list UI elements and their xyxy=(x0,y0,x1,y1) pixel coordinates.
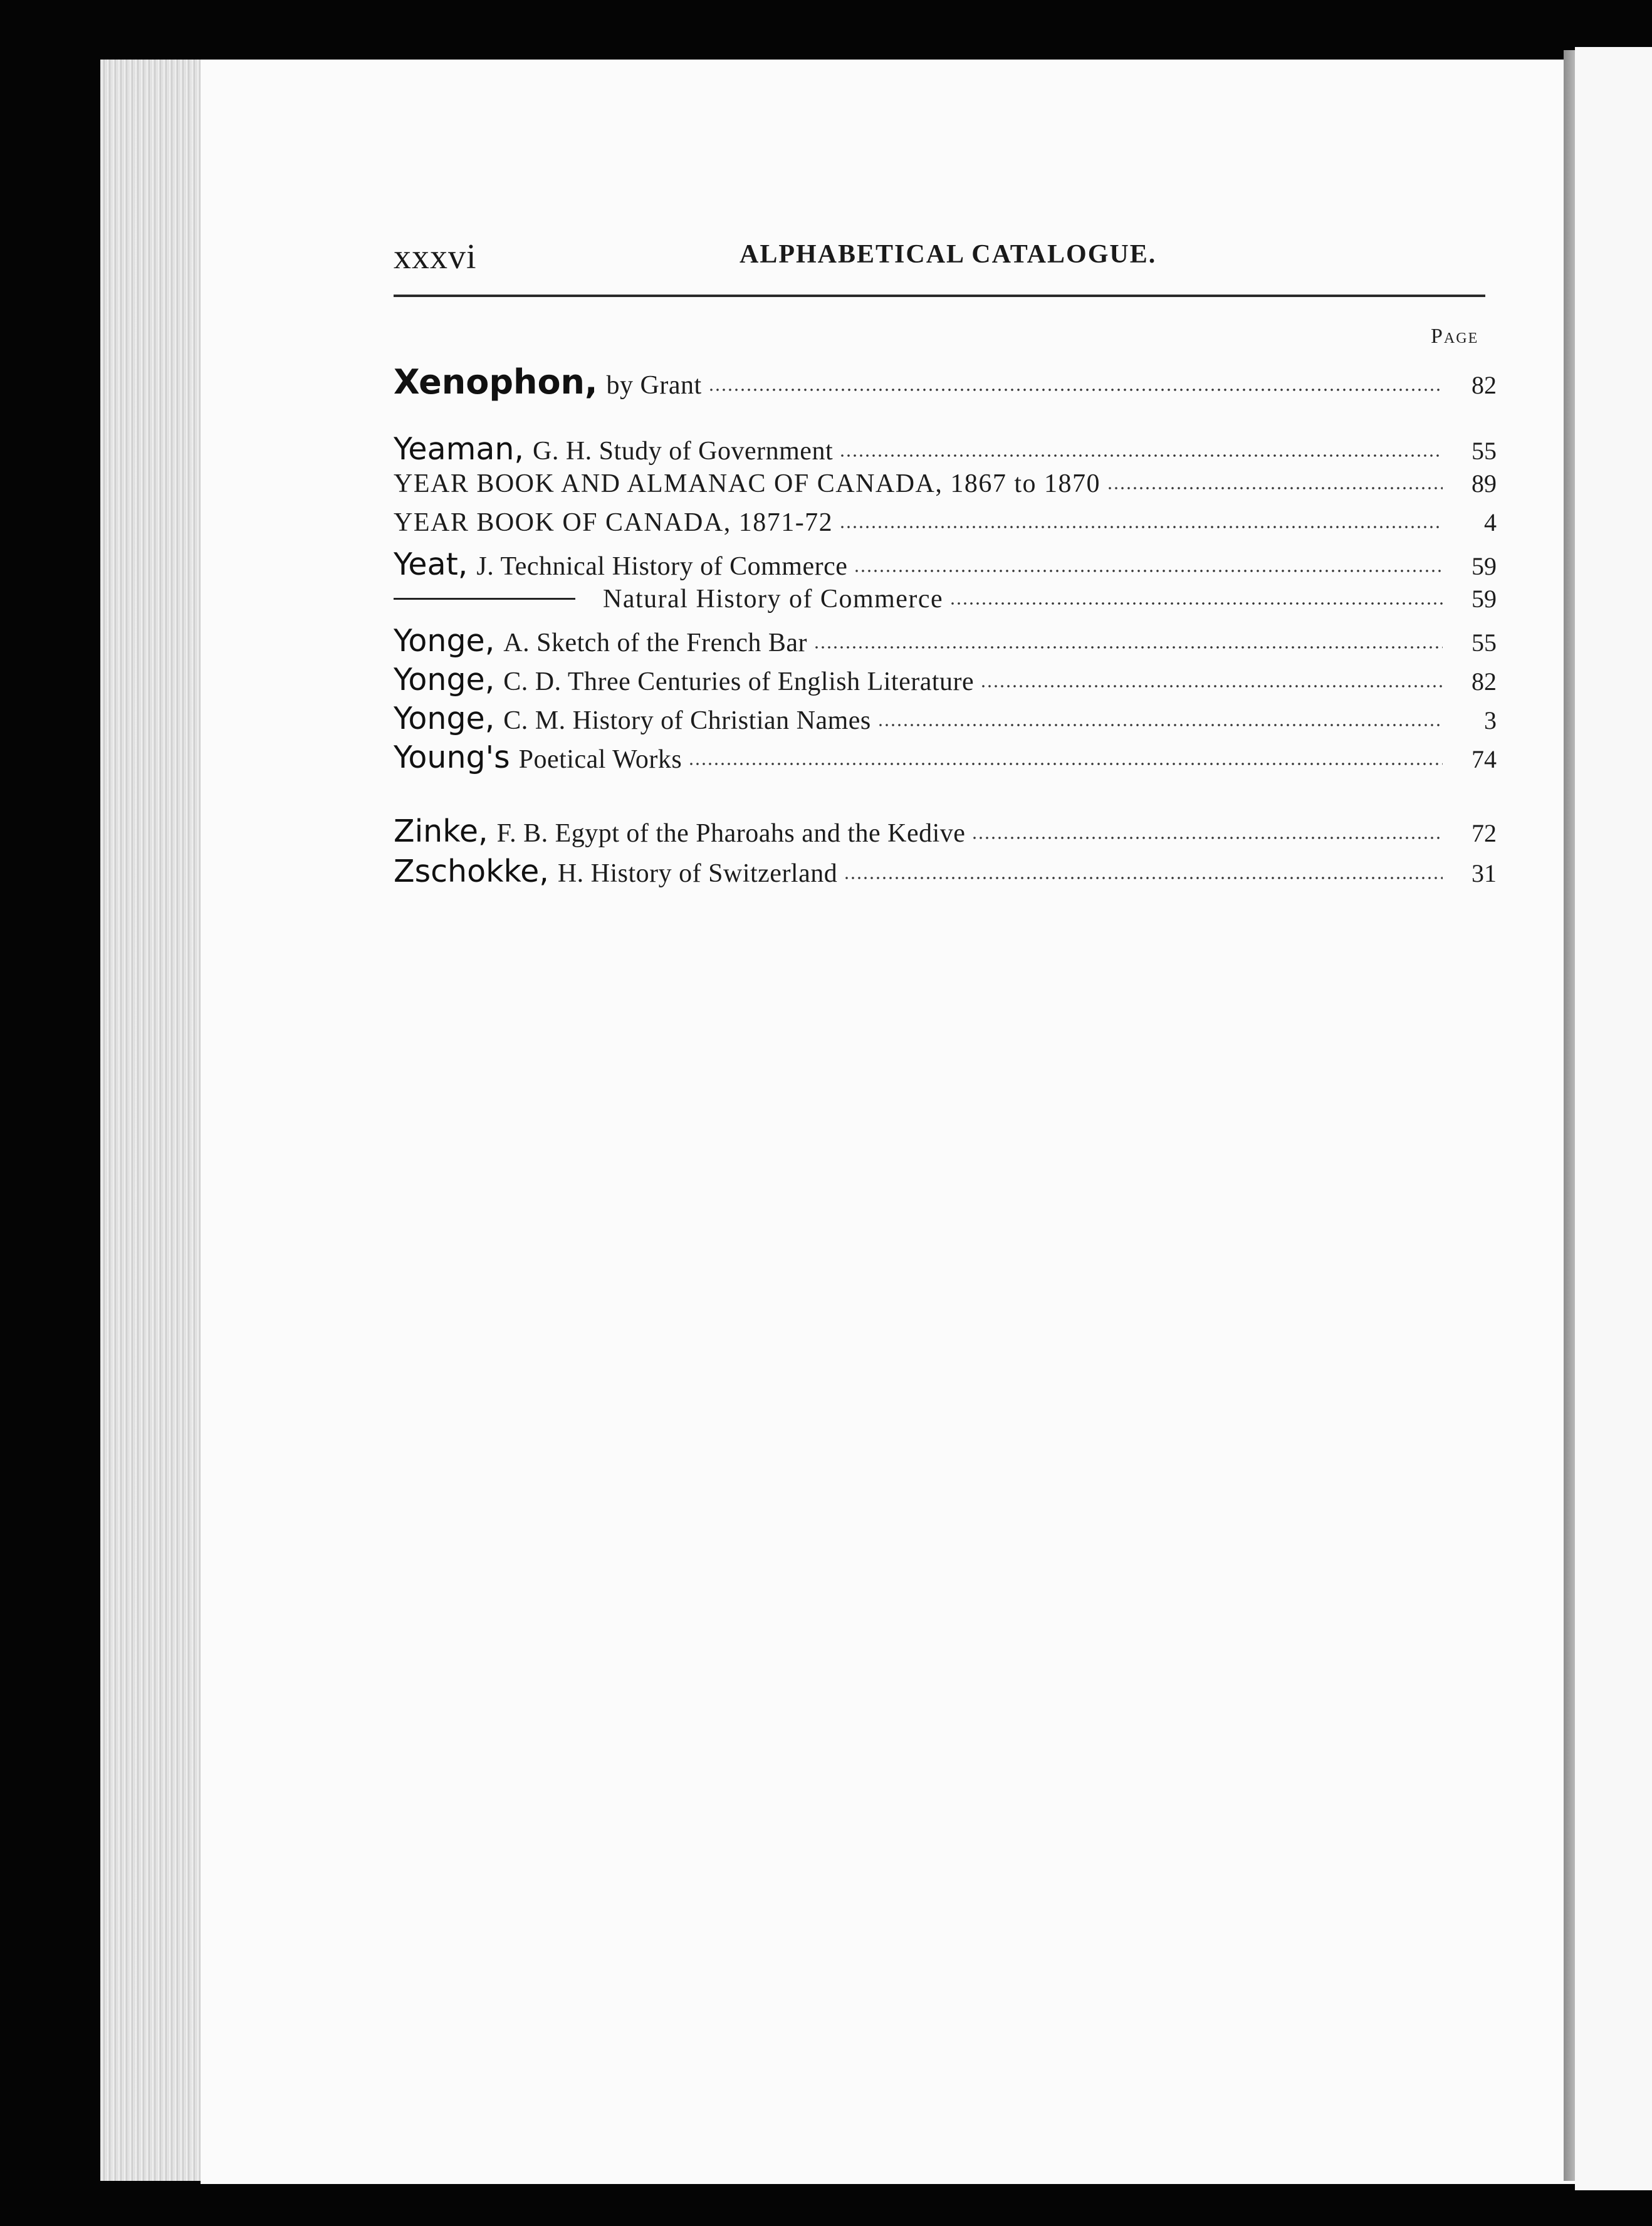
entry-page-number: 89 xyxy=(1472,469,1497,498)
ditto-dash xyxy=(394,598,575,600)
catalogue-entry-yeaman xyxy=(394,431,1497,470)
entry-author: Young's xyxy=(394,739,510,775)
entry-page-number: 3 xyxy=(1484,706,1497,734)
dot-leader xyxy=(839,526,1443,528)
entry-author: Zinke, xyxy=(394,813,488,849)
dot-leader xyxy=(877,724,1443,726)
entry-title: F. B. Egypt of the Pharoahs and the Kedive xyxy=(496,819,966,848)
entry-page-number: 4 xyxy=(1484,508,1497,536)
entry-title: by Grant xyxy=(606,371,702,400)
book-page-edges xyxy=(100,60,213,2181)
entry-title: G. H. Study of Government xyxy=(533,437,834,466)
header-rule xyxy=(394,295,1485,297)
entry-title: A. Sketch of the French Bar xyxy=(503,629,808,657)
catalogue-entry-zinke xyxy=(394,813,1497,852)
facing-page-edge xyxy=(1575,47,1652,2190)
entry-author: Yeat, xyxy=(394,546,468,582)
entry-author: Xenophon, xyxy=(394,362,598,402)
catalogue-entry-yeat xyxy=(394,546,1497,585)
catalogue-entry-zschokke xyxy=(394,854,1497,892)
entry-page-number: 55 xyxy=(1472,629,1497,657)
dot-leader xyxy=(949,602,1443,605)
entry-title: YEAR BOOK AND ALMANAC OF CANADA, 1867 to 1870 xyxy=(394,469,1101,498)
dot-leader xyxy=(844,877,1443,879)
entry-author: Zschokke, xyxy=(394,854,549,889)
catalogue-entry-yonge-cd xyxy=(394,662,1497,701)
page-number: xxxvi xyxy=(394,238,477,276)
catalogue-entry-yonge-cm xyxy=(394,701,1497,739)
entry-title: J. Technical History of Commerce xyxy=(476,552,848,581)
entry-title: Natural History of Commerce xyxy=(603,585,944,614)
catalogue-entry-young xyxy=(394,739,1497,778)
entry-page-number: 31 xyxy=(1472,859,1497,887)
dot-leader xyxy=(708,389,1443,391)
dot-leader xyxy=(971,837,1443,839)
entry-page-number: 74 xyxy=(1472,745,1497,773)
catalogue-entry-year-book-almanac xyxy=(394,469,1497,508)
catalogue-entry-yeat-continued xyxy=(394,584,1497,623)
entry-page-number: 72 xyxy=(1472,819,1497,847)
dot-leader xyxy=(839,454,1443,457)
entry-page-number: 59 xyxy=(1472,585,1497,613)
entry-author: Yonge, xyxy=(394,701,495,736)
page-title: ALPHABETICAL CATALOGUE. xyxy=(740,240,1157,269)
catalogue-entry-year-book-canada xyxy=(394,508,1497,546)
page-column-label: Page xyxy=(1431,325,1479,348)
entry-page-number: 55 xyxy=(1472,437,1497,465)
entry-author: Yonge, xyxy=(394,662,495,698)
entry-author: Yeaman, xyxy=(394,431,524,467)
dot-leader xyxy=(980,685,1443,687)
entry-page-number: 82 xyxy=(1472,667,1497,696)
entry-author: Yonge, xyxy=(394,623,495,659)
entry-title: C. D. Three Centuries of English Literature xyxy=(503,667,975,696)
entry-page-number: 82 xyxy=(1472,371,1497,399)
dot-leader xyxy=(688,763,1443,765)
entry-title: H. History of Switzerland xyxy=(557,859,838,888)
entry-title: Poetical Works xyxy=(518,745,682,774)
entry-page-number: 59 xyxy=(1472,552,1497,580)
dot-leader xyxy=(813,646,1443,649)
entry-title: YEAR BOOK OF CANADA, 1871-72 xyxy=(394,508,834,537)
book-gutter xyxy=(1564,50,1575,2181)
catalogue-entry-yonge-a xyxy=(394,623,1497,662)
catalogue-entry-xenophon xyxy=(394,362,1497,401)
entry-title: C. M. History of Christian Names xyxy=(503,706,871,735)
dot-leader xyxy=(1107,487,1443,489)
dot-leader xyxy=(854,570,1443,572)
